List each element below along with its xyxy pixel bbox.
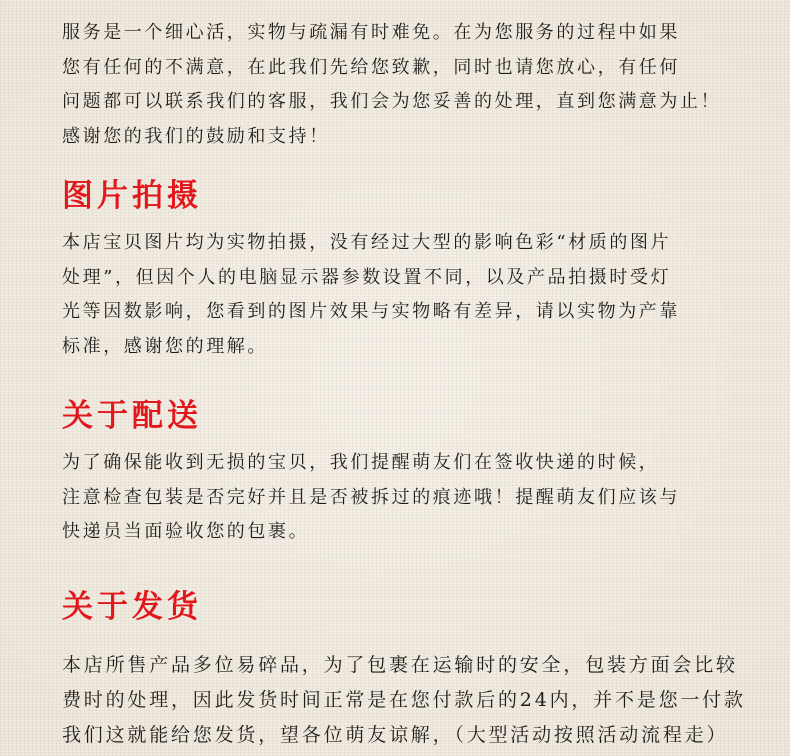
delivery-section-line: 为了确保能收到无损的宝贝，我们提醒萌友们在签收快递的时候， [62, 452, 660, 473]
shipping-section-line: 我们这就能给您发货，望各位萌友谅解，（大型活动按照活动流程走） [62, 724, 729, 746]
service-notice-line: 服务是一个细心活，实物与疏漏有时难免。在为您服务的过程中如果 [62, 22, 680, 43]
photo-section-line: 标准，感谢您的理解。 [62, 335, 268, 357]
service-notice-paragraph [62, 16, 721, 154]
photo-section-paragraph [62, 226, 680, 364]
delivery-section-line: 快递员当面验收您的包裹。 [62, 521, 310, 542]
delivery-section-paragraph [62, 446, 680, 550]
shipping-section-line: 本店所售产品多位易碎品，为了包裹在运输时的安全，包装方面会比较 [62, 654, 738, 676]
delivery-section-heading: 关于配送 [62, 398, 202, 434]
service-notice-line: 感谢您的我们的鼓励和支持！ [62, 125, 330, 147]
service-notice-line: 您有任何的不满意，在此我们先给您致歉，同时也请您放心，有任何 [62, 56, 680, 78]
photo-section-heading: 图片拍摄 [62, 178, 202, 214]
shipping-section-line: 费时的处理，因此发货时间正常是在您付款后的24内，并不是您一付款 [62, 689, 746, 711]
photo-section-line: 本店宝贝图片均为实物拍摄，没有经过大型的影响色彩“材质的图片 [62, 232, 672, 253]
delivery-section-line: 注意检查包装是否完好并且是否被拆过的痕迹哦！提醒萌友们应该与 [62, 486, 680, 508]
photo-section-line: 光等因数影响，您看到的图片效果与实物略有差异，请以实物为产靠 [62, 301, 680, 322]
service-notice-line: 问题都可以联系我们的客服，我们会为您妥善的处理，直到您满意为止！ [62, 91, 722, 112]
shipping-section-heading: 关于发货 [62, 589, 202, 625]
shipping-section-paragraph [62, 648, 746, 753]
photo-section-line: 处理”，但因个人的电脑显示器参数设置不同，以及产品拍摄时受灯 [62, 266, 672, 288]
